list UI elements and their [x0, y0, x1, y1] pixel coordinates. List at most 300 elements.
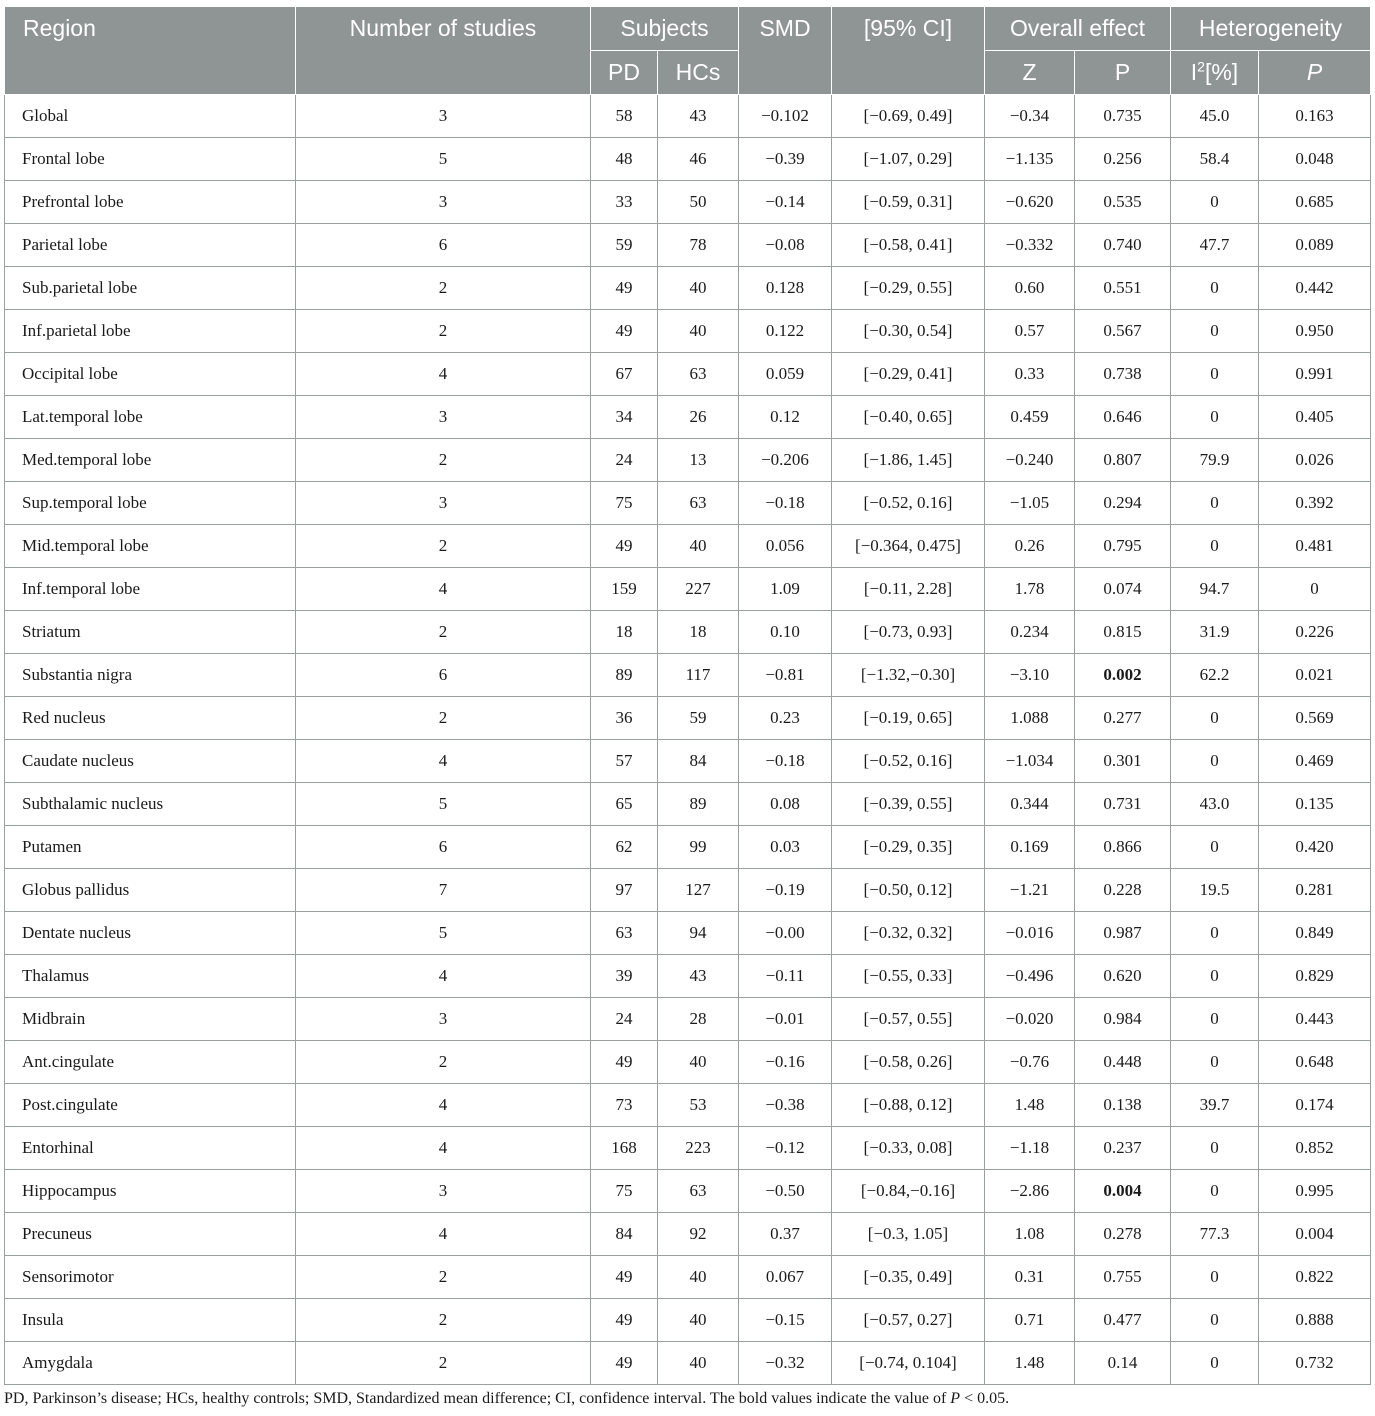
cell-ci: [−0.40, 0.65] [832, 396, 985, 439]
cell-z: −0.34 [985, 95, 1075, 138]
cell-smd: −0.81 [739, 654, 832, 697]
header-p-heterogeneity [1259, 51, 1371, 95]
cell-ci: [−0.35, 0.49] [832, 1256, 985, 1299]
table-row [5, 482, 1371, 525]
cell-p: 0.138 [1075, 1084, 1171, 1127]
cell-smd: 0.23 [739, 697, 832, 740]
cell-studies: 3 [296, 95, 591, 138]
cell-region: Ant.cingulate [5, 1041, 296, 1084]
cell-i2: 19.5 [1171, 869, 1259, 912]
cell-studies: 2 [296, 1299, 591, 1342]
table-row [5, 654, 1371, 697]
cell-smd: −0.01 [739, 998, 832, 1041]
table-row [5, 224, 1371, 267]
cell-ci: [−0.364, 0.475] [832, 525, 985, 568]
cell-region: Inf.temporal lobe [5, 568, 296, 611]
cell-p-heterogeneity: 0.135 [1259, 783, 1371, 826]
table-row [5, 181, 1371, 224]
cell-i2: 39.7 [1171, 1084, 1259, 1127]
cell-p: 0.646 [1075, 396, 1171, 439]
table-row [5, 568, 1371, 611]
cell-ci: [−0.59, 0.31] [832, 181, 985, 224]
cell-studies: 6 [296, 654, 591, 697]
cell-pd: 67 [591, 353, 658, 396]
cell-region: Dentate nucleus [5, 912, 296, 955]
cell-z: −3.10 [985, 654, 1075, 697]
cell-region: Inf.parietal lobe [5, 310, 296, 353]
header-smd: SMD [739, 7, 832, 95]
cell-region: Sup.temporal lobe [5, 482, 296, 525]
cell-p: 0.477 [1075, 1299, 1171, 1342]
table-row [5, 95, 1371, 138]
cell-z: −1.05 [985, 482, 1075, 525]
cell-p: 0.567 [1075, 310, 1171, 353]
cell-smd: −0.102 [739, 95, 832, 138]
header-i2 [1171, 51, 1259, 95]
cell-p-heterogeneity: 0.089 [1259, 224, 1371, 267]
header-i2-sup: 2 [1197, 58, 1205, 75]
table-row [5, 1213, 1371, 1256]
cell-i2: 0 [1171, 1299, 1259, 1342]
cell-i2: 45.0 [1171, 95, 1259, 138]
cell-pd: 57 [591, 740, 658, 783]
table-row [5, 396, 1371, 439]
cell-studies: 3 [296, 181, 591, 224]
footnote-p-symbol: P [950, 1390, 961, 1407]
cell-hcs: 78 [658, 224, 739, 267]
cell-smd: 0.08 [739, 783, 832, 826]
cell-p: 0.301 [1075, 740, 1171, 783]
cell-pd: 58 [591, 95, 658, 138]
cell-hcs: 40 [658, 267, 739, 310]
table-row [5, 826, 1371, 869]
cell-pd: 24 [591, 439, 658, 482]
cell-hcs: 59 [658, 697, 739, 740]
cell-smd: 0.067 [739, 1256, 832, 1299]
cell-z: −0.620 [985, 181, 1075, 224]
header-hcs: HCs [658, 51, 739, 95]
cell-hcs: 127 [658, 869, 739, 912]
cell-z: −1.18 [985, 1127, 1075, 1170]
cell-pd: 18 [591, 611, 658, 654]
cell-ci: [−1.07, 0.29] [832, 138, 985, 181]
cell-p-heterogeneity: 0.004 [1259, 1213, 1371, 1256]
cell-ci: [−0.84,−0.16] [832, 1170, 985, 1213]
cell-studies: 4 [296, 740, 591, 783]
cell-i2: 0 [1171, 396, 1259, 439]
cell-smd: −0.00 [739, 912, 832, 955]
cell-smd: −0.50 [739, 1170, 832, 1213]
cell-i2: 0 [1171, 1127, 1259, 1170]
cell-p: 0.256 [1075, 138, 1171, 181]
cell-z: 0.60 [985, 267, 1075, 310]
cell-z: 1.78 [985, 568, 1075, 611]
cell-pd: 49 [591, 1256, 658, 1299]
cell-hcs: 40 [658, 310, 739, 353]
cell-p-heterogeneity: 0.442 [1259, 267, 1371, 310]
cell-region: Lat.temporal lobe [5, 396, 296, 439]
cell-pd: 49 [591, 1342, 658, 1385]
cell-p-heterogeneity: 0.685 [1259, 181, 1371, 224]
cell-pd: 159 [591, 568, 658, 611]
cell-pd: 34 [591, 396, 658, 439]
cell-region: Substantia nigra [5, 654, 296, 697]
cell-i2: 0 [1171, 525, 1259, 568]
cell-p: 0.731 [1075, 783, 1171, 826]
cell-i2: 0 [1171, 697, 1259, 740]
cell-p: 0.740 [1075, 224, 1171, 267]
cell-p-heterogeneity: 0.849 [1259, 912, 1371, 955]
table-row [5, 1127, 1371, 1170]
cell-ci: [−0.58, 0.26] [832, 1041, 985, 1084]
table-row [5, 1041, 1371, 1084]
cell-pd: 48 [591, 138, 658, 181]
cell-p-heterogeneity: 0.021 [1259, 654, 1371, 697]
footnote-text-before: PD, Parkinson’s disease; HCs, healthy controls; SMD, Standardized mean difference; CI, confidence interval. The bold values indicate the value of [4, 1390, 951, 1407]
cell-i2: 0 [1171, 826, 1259, 869]
cell-ci: [−0.29, 0.55] [832, 267, 985, 310]
cell-region: Subthalamic nucleus [5, 783, 296, 826]
cell-smd: −0.206 [739, 439, 832, 482]
header-ci: [95% CI] [832, 7, 985, 95]
cell-studies: 2 [296, 1256, 591, 1299]
cell-studies: 2 [296, 611, 591, 654]
cell-hcs: 18 [658, 611, 739, 654]
cell-pd: 65 [591, 783, 658, 826]
cell-i2: 0 [1171, 912, 1259, 955]
table-header [5, 7, 1371, 95]
cell-p: 0.807 [1075, 439, 1171, 482]
cell-p-heterogeneity: 0.174 [1259, 1084, 1371, 1127]
cell-p-heterogeneity: 0.026 [1259, 439, 1371, 482]
table-row [5, 998, 1371, 1041]
cell-studies: 5 [296, 138, 591, 181]
cell-studies: 2 [296, 439, 591, 482]
cell-p: 0.278 [1075, 1213, 1171, 1256]
cell-studies: 4 [296, 568, 591, 611]
cell-p: 0.448 [1075, 1041, 1171, 1084]
cell-smd: 0.03 [739, 826, 832, 869]
table-row [5, 310, 1371, 353]
cell-p-heterogeneity: 0.995 [1259, 1170, 1371, 1213]
table-row [5, 912, 1371, 955]
cell-i2: 43.0 [1171, 783, 1259, 826]
table-footnote [4, 1390, 1370, 1408]
cell-ci: [−0.50, 0.12] [832, 869, 985, 912]
cell-hcs: 94 [658, 912, 739, 955]
cell-studies: 7 [296, 869, 591, 912]
cell-i2: 79.9 [1171, 439, 1259, 482]
table-row [5, 439, 1371, 482]
cell-pd: 168 [591, 1127, 658, 1170]
cell-hcs: 13 [658, 439, 739, 482]
cell-ci: [−0.74, 0.104] [832, 1342, 985, 1385]
cell-z: 1.48 [985, 1342, 1075, 1385]
cell-hcs: 63 [658, 1170, 739, 1213]
cell-region: Med.temporal lobe [5, 439, 296, 482]
cell-ci: [−0.57, 0.55] [832, 998, 985, 1041]
cell-pd: 89 [591, 654, 658, 697]
cell-ci: [−0.69, 0.49] [832, 95, 985, 138]
header-z: Z [985, 51, 1075, 95]
header-i2-base: I [1190, 59, 1198, 85]
cell-pd: 33 [591, 181, 658, 224]
cell-p-heterogeneity: 0.950 [1259, 310, 1371, 353]
cell-z: −0.240 [985, 439, 1075, 482]
cell-studies: 2 [296, 267, 591, 310]
cell-i2: 0 [1171, 1041, 1259, 1084]
cell-p: 0.074 [1075, 568, 1171, 611]
cell-studies: 4 [296, 353, 591, 396]
cell-p: 0.551 [1075, 267, 1171, 310]
cell-hcs: 84 [658, 740, 739, 783]
cell-p: 0.002 [1075, 654, 1171, 697]
cell-region: Putamen [5, 826, 296, 869]
cell-region: Hippocampus [5, 1170, 296, 1213]
cell-ci: [−0.73, 0.93] [832, 611, 985, 654]
cell-smd: 0.37 [739, 1213, 832, 1256]
cell-p-heterogeneity: 0.469 [1259, 740, 1371, 783]
cell-i2: 77.3 [1171, 1213, 1259, 1256]
table-row [5, 1342, 1371, 1385]
table-row [5, 267, 1371, 310]
cell-p: 0.795 [1075, 525, 1171, 568]
cell-hcs: 28 [658, 998, 739, 1041]
cell-z: 0.169 [985, 826, 1075, 869]
cell-studies: 4 [296, 1213, 591, 1256]
table-row [5, 1170, 1371, 1213]
cell-i2: 47.7 [1171, 224, 1259, 267]
cell-studies: 3 [296, 998, 591, 1041]
cell-i2: 31.9 [1171, 611, 1259, 654]
cell-hcs: 89 [658, 783, 739, 826]
cell-p: 0.535 [1075, 181, 1171, 224]
cell-p: 0.228 [1075, 869, 1171, 912]
table-row [5, 783, 1371, 826]
cell-smd: −0.18 [739, 740, 832, 783]
cell-ci: [−1.86, 1.45] [832, 439, 985, 482]
table-row [5, 740, 1371, 783]
cell-pd: 73 [591, 1084, 658, 1127]
cell-smd: −0.08 [739, 224, 832, 267]
table-row [5, 525, 1371, 568]
cell-hcs: 40 [658, 1041, 739, 1084]
footnote-text-after: < 0.05. [960, 1390, 1010, 1407]
cell-pd: 97 [591, 869, 658, 912]
cell-region: Globus pallidus [5, 869, 296, 912]
cell-p-heterogeneity: 0.405 [1259, 396, 1371, 439]
cell-ci: [−0.33, 0.08] [832, 1127, 985, 1170]
cell-ci: [−0.3, 1.05] [832, 1213, 985, 1256]
cell-z: 0.57 [985, 310, 1075, 353]
cell-hcs: 43 [658, 95, 739, 138]
cell-i2: 94.7 [1171, 568, 1259, 611]
cell-p: 0.735 [1075, 95, 1171, 138]
header-studies: Number of studies [296, 7, 591, 95]
cell-z: −0.496 [985, 955, 1075, 998]
cell-p: 0.237 [1075, 1127, 1171, 1170]
cell-i2: 0 [1171, 482, 1259, 525]
cell-ci: [−0.52, 0.16] [832, 482, 985, 525]
cell-ci: [−1.32,−0.30] [832, 654, 985, 697]
cell-p: 0.866 [1075, 826, 1171, 869]
cell-z: −2.86 [985, 1170, 1075, 1213]
cell-pd: 49 [591, 1299, 658, 1342]
cell-smd: 1.09 [739, 568, 832, 611]
cell-studies: 2 [296, 1041, 591, 1084]
cell-smd: 0.059 [739, 353, 832, 396]
cell-i2: 0 [1171, 353, 1259, 396]
cell-p-heterogeneity: 0.481 [1259, 525, 1371, 568]
cell-smd: −0.14 [739, 181, 832, 224]
cell-ci: [−0.57, 0.27] [832, 1299, 985, 1342]
cell-z: 0.33 [985, 353, 1075, 396]
cell-pd: 75 [591, 1170, 658, 1213]
cell-p-heterogeneity: 0.732 [1259, 1342, 1371, 1385]
cell-pd: 63 [591, 912, 658, 955]
cell-ci: [−0.19, 0.65] [832, 697, 985, 740]
table-row [5, 353, 1371, 396]
table-row [5, 611, 1371, 654]
cell-smd: 0.10 [739, 611, 832, 654]
cell-i2: 0 [1171, 310, 1259, 353]
cell-z: −0.76 [985, 1041, 1075, 1084]
cell-pd: 24 [591, 998, 658, 1041]
cell-region: Striatum [5, 611, 296, 654]
cell-p-heterogeneity: 0.392 [1259, 482, 1371, 525]
cell-smd: 0.12 [739, 396, 832, 439]
cell-smd: −0.19 [739, 869, 832, 912]
header-region: Region [5, 7, 296, 95]
cell-studies: 3 [296, 1170, 591, 1213]
cell-studies: 6 [296, 826, 591, 869]
cell-region: Midbrain [5, 998, 296, 1041]
cell-pd: 84 [591, 1213, 658, 1256]
cell-region: Sensorimotor [5, 1256, 296, 1299]
cell-p-heterogeneity: 0 [1259, 568, 1371, 611]
cell-region: Prefrontal lobe [5, 181, 296, 224]
cell-i2: 58.4 [1171, 138, 1259, 181]
cell-ci: [−0.39, 0.55] [832, 783, 985, 826]
cell-ci: [−0.11, 2.28] [832, 568, 985, 611]
cell-studies: 2 [296, 525, 591, 568]
cell-region: Parietal lobe [5, 224, 296, 267]
cell-region: Thalamus [5, 955, 296, 998]
cell-p-heterogeneity: 0.991 [1259, 353, 1371, 396]
cell-hcs: 63 [658, 482, 739, 525]
cell-z: 1.088 [985, 697, 1075, 740]
cell-ci: [−0.30, 0.54] [832, 310, 985, 353]
cell-hcs: 26 [658, 396, 739, 439]
cell-hcs: 40 [658, 1342, 739, 1385]
cell-region: Insula [5, 1299, 296, 1342]
cell-hcs: 43 [658, 955, 739, 998]
cell-region: Sub.parietal lobe [5, 267, 296, 310]
table-row [5, 697, 1371, 740]
cell-studies: 4 [296, 955, 591, 998]
cell-hcs: 40 [658, 1256, 739, 1299]
cell-i2: 0 [1171, 1256, 1259, 1299]
cell-z: 0.459 [985, 396, 1075, 439]
cell-p: 0.294 [1075, 482, 1171, 525]
cell-z: −0.016 [985, 912, 1075, 955]
cell-pd: 49 [591, 267, 658, 310]
cell-p-heterogeneity: 0.443 [1259, 998, 1371, 1041]
cell-hcs: 92 [658, 1213, 739, 1256]
cell-pd: 49 [591, 1041, 658, 1084]
cell-ci: [−0.29, 0.41] [832, 353, 985, 396]
cell-region: Red nucleus [5, 697, 296, 740]
cell-p-heterogeneity: 0.048 [1259, 138, 1371, 181]
cell-ci: [−0.88, 0.12] [832, 1084, 985, 1127]
cell-smd: −0.12 [739, 1127, 832, 1170]
cell-p-heterogeneity: 0.163 [1259, 95, 1371, 138]
cell-p-heterogeneity: 0.420 [1259, 826, 1371, 869]
cell-hcs: 53 [658, 1084, 739, 1127]
cell-pd: 49 [591, 525, 658, 568]
cell-pd: 75 [591, 482, 658, 525]
cell-ci: [−0.58, 0.41] [832, 224, 985, 267]
table-row [5, 138, 1371, 181]
cell-z: −1.034 [985, 740, 1075, 783]
cell-studies: 2 [296, 697, 591, 740]
table-row [5, 869, 1371, 912]
cell-p-heterogeneity: 0.888 [1259, 1299, 1371, 1342]
cell-smd: 0.056 [739, 525, 832, 568]
cell-region: Global [5, 95, 296, 138]
table-row [5, 1256, 1371, 1299]
cell-p: 0.984 [1075, 998, 1171, 1041]
cell-z: −0.332 [985, 224, 1075, 267]
header-heterogeneity: Heterogeneity [1171, 7, 1371, 51]
cell-region: Occipital lobe [5, 353, 296, 396]
cell-i2: 0 [1171, 955, 1259, 998]
cell-studies: 3 [296, 482, 591, 525]
cell-studies: 2 [296, 310, 591, 353]
cell-p-heterogeneity: 0.569 [1259, 697, 1371, 740]
cell-hcs: 63 [658, 353, 739, 396]
cell-region: Entorhinal [5, 1127, 296, 1170]
cell-i2: 0 [1171, 181, 1259, 224]
cell-pd: 62 [591, 826, 658, 869]
cell-smd: −0.18 [739, 482, 832, 525]
table-row [5, 955, 1371, 998]
header-p-het-label: P [1306, 59, 1323, 85]
cell-smd: −0.38 [739, 1084, 832, 1127]
cell-smd: −0.39 [739, 138, 832, 181]
cell-i2: 0 [1171, 1170, 1259, 1213]
cell-ci: [−0.32, 0.32] [832, 912, 985, 955]
cell-region: Post.cingulate [5, 1084, 296, 1127]
cell-i2: 0 [1171, 740, 1259, 783]
cell-smd: −0.11 [739, 955, 832, 998]
cell-p-heterogeneity: 0.829 [1259, 955, 1371, 998]
cell-p: 0.004 [1075, 1170, 1171, 1213]
cell-hcs: 117 [658, 654, 739, 697]
table-row [5, 1299, 1371, 1342]
cell-studies: 4 [296, 1127, 591, 1170]
cell-i2: 0 [1171, 1342, 1259, 1385]
cell-region: Precuneus [5, 1213, 296, 1256]
cell-ci: [−0.52, 0.16] [832, 740, 985, 783]
cell-z: −1.135 [985, 138, 1075, 181]
cell-smd: 0.122 [739, 310, 832, 353]
cell-i2: 0 [1171, 267, 1259, 310]
cell-p: 0.815 [1075, 611, 1171, 654]
table-body [5, 95, 1371, 1385]
cell-studies: 6 [296, 224, 591, 267]
cell-studies: 2 [296, 1342, 591, 1385]
